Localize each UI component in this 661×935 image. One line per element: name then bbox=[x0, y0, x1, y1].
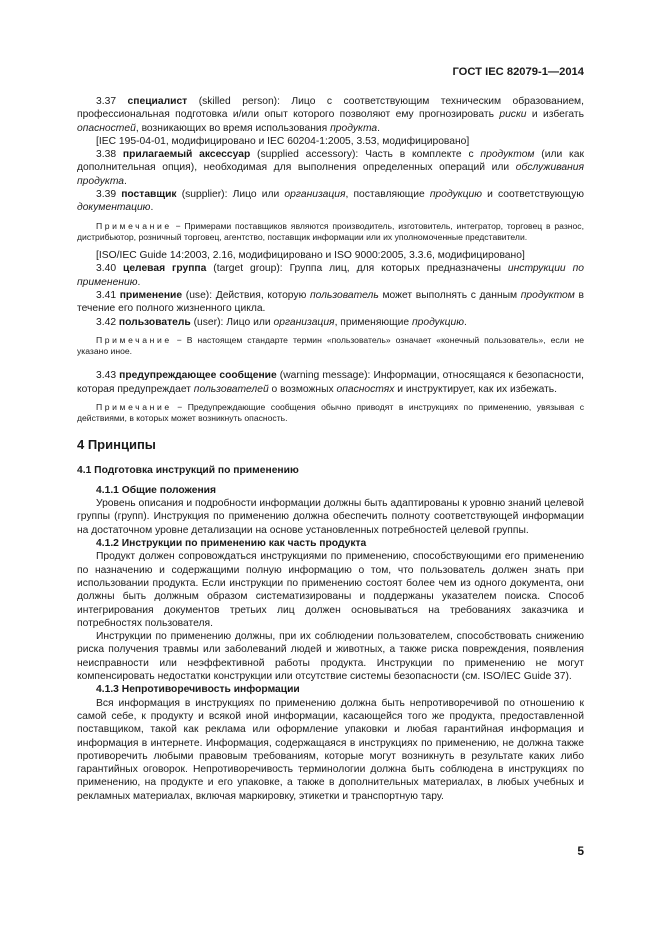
term-3-43: 3.43 предупреждающее сообщение (warning message): Информации, относящаяся к безопасности, которая предупреждает пользователей о возможных опасностях и инструктирует, как их избежать. bbox=[77, 370, 584, 395]
term-number: 3.42 bbox=[96, 316, 117, 328]
reference-3-37: [IEC 195-04-01, модифицировано и IEC 60204-1:2005, 3.53, модифицировано] bbox=[96, 135, 470, 147]
term-3-40: 3.40 целевая группа (target group): Группа лиц, для которых предназначены инструкции по применению. bbox=[77, 263, 584, 288]
section-heading-4-1-3: 4.1.3 Непротиворечивость информации bbox=[96, 684, 300, 696]
document-code-header: ГОСТ IEC 82079-1—2014 bbox=[452, 66, 584, 78]
section-heading-4-1-2: 4.1.2 Инструкции по применению как часть продукта bbox=[96, 538, 367, 550]
term-number: 3.39 bbox=[96, 189, 117, 201]
note-suppliers: Примечание − Примерами поставщиков являются производитель, изготовитель, интегратор, торговец в разнос, дистрибьютор, розничный торговец, агентство, поставщик информации или их уполномоченные представители. bbox=[77, 220, 584, 242]
term-3-42: 3.42 пользователь (user): Лицо или организация, применяющие продукцию. bbox=[96, 316, 467, 328]
note-label: Примечание bbox=[96, 220, 172, 231]
paragraph-4-1-2-a: Продукт должен сопровождаться инструкциями по применению, способствующими его применению по назначению и содержащими полную информацию о том, что пользователь должен знать при использовании продукта. Если инструкции по применению состоят более чем из одного документа, они должны быть должным образом систематизированы и поддержаны указателем поиска. Способ интегрирования документов третьих лиц должен основываться на требованиях заказчика и потребностях пользователя. bbox=[77, 551, 584, 629]
paragraph-4-1-2-b: Инструкции по применению должны, при их соблюдении пользователем, способствовать снижению риска получения травмы или заболеваний людей и животных, а также риска повреждения, появления неисправности или неэффективной работы продукта. Инструкции по применению не могут компенсировать недостатки конструкции или отсутствие системы безопасности (см. ISO/IEC Guide 37). bbox=[77, 631, 584, 683]
section-heading-4-1-1: 4.1.1 Общие положения bbox=[96, 484, 216, 496]
page-number: 5 bbox=[577, 844, 584, 858]
section-heading-4: 4 Принципы bbox=[77, 437, 156, 453]
term-name: пользователь bbox=[118, 316, 191, 328]
term-name: предупреждающее сообщение bbox=[119, 370, 277, 382]
reference-3-39: [ISO/IEC Guide 14:2003, 2.16, модифицировано и ISO 9000:2005, 3.3.6, модифицировано] bbox=[96, 250, 525, 262]
term-3-37: 3.37 специалист (skilled person): Лицо с соответствующим техническим образованием, профессиональная подготовка и/или опыт которого позволяют ему прогнозировать риски и избегать опасностей, возникающих во время использования продукта. bbox=[77, 96, 585, 134]
term-name: целевая группа bbox=[122, 263, 207, 275]
page-content bbox=[77, 95, 584, 803]
term-name: поставщик bbox=[121, 189, 177, 201]
term-number: 3.37 bbox=[96, 96, 117, 107]
term-3-38: 3.38 прилагаемый аксессуар (supplied accessory): Часть в комплекте с продуктом (или как дополнительная опция), необходимая для выполнения определенных операций или обслуживания продукта. bbox=[77, 149, 585, 187]
term-3-41: 3.41 применение (use): Действия, которую пользователь может выполнять с данным продуктом в течение его полного жизненного цикла. bbox=[77, 289, 584, 315]
term-name: специалист bbox=[127, 96, 188, 107]
section-heading-4-1: 4.1 Подготовка инструкций по применению bbox=[77, 464, 299, 476]
term-number: 3.43 bbox=[96, 370, 117, 382]
term-name: применение bbox=[119, 289, 183, 301]
note-label: Примечание bbox=[96, 401, 172, 412]
note-warning: Примечание − Предупреждающие сообщения обычно приводят в инструкциях по применению, увязывая с действиями, в которых может возникнуть опасность. bbox=[77, 401, 584, 424]
paragraph-4-1-1: Уровень описания и подробности информации должны быть адаптированы к уровню знаний целевой группы (групп). Инструкция по применению должна обеспечить полноту соответствующей информации на достаточном уровне детализации на основе установленных потребностей целевой группы. bbox=[77, 498, 584, 536]
term-number: 3.40 bbox=[96, 263, 117, 275]
note-label: Примечание bbox=[96, 334, 172, 345]
term-number: 3.38 bbox=[96, 149, 117, 161]
term-name: прилагаемый аксессуар bbox=[122, 149, 251, 161]
term-number: 3.41 bbox=[96, 289, 117, 301]
paragraph-4-1-3: Вся информация в инструкциях по применению должна быть непротиворечивой по отношению к самой себе, к продукту и всякой иной информации, касающейся того же продукта, предоставленной поставщиком, такой как реклама или оформление упаковки и любая гарантийная информация и информация в интернете. Информация, содержащаяся в инструкциях по применению, не должна также противоречить любыми правовым требованиям, которые могут возникнуть в результате каких либо гарантийных оговорок. Непротиворечивость терминологии должна быть соблюдена в инструкциях по применению, на продукте и его упаковке, а также в дополнительных материалах, в любых учебных и рекламных материалах, включая маркировку, этикетки и транспортную тару. bbox=[77, 697, 584, 802]
note-user: Примечание − В настоящем стандарте термин «пользователь» означает «конечный пользователь», если не указано иное. bbox=[77, 334, 584, 357]
term-3-39: 3.39 поставщик (supplier): Лицо или организация, поставляющие продукцию и соответствующую документацию. bbox=[77, 189, 584, 214]
